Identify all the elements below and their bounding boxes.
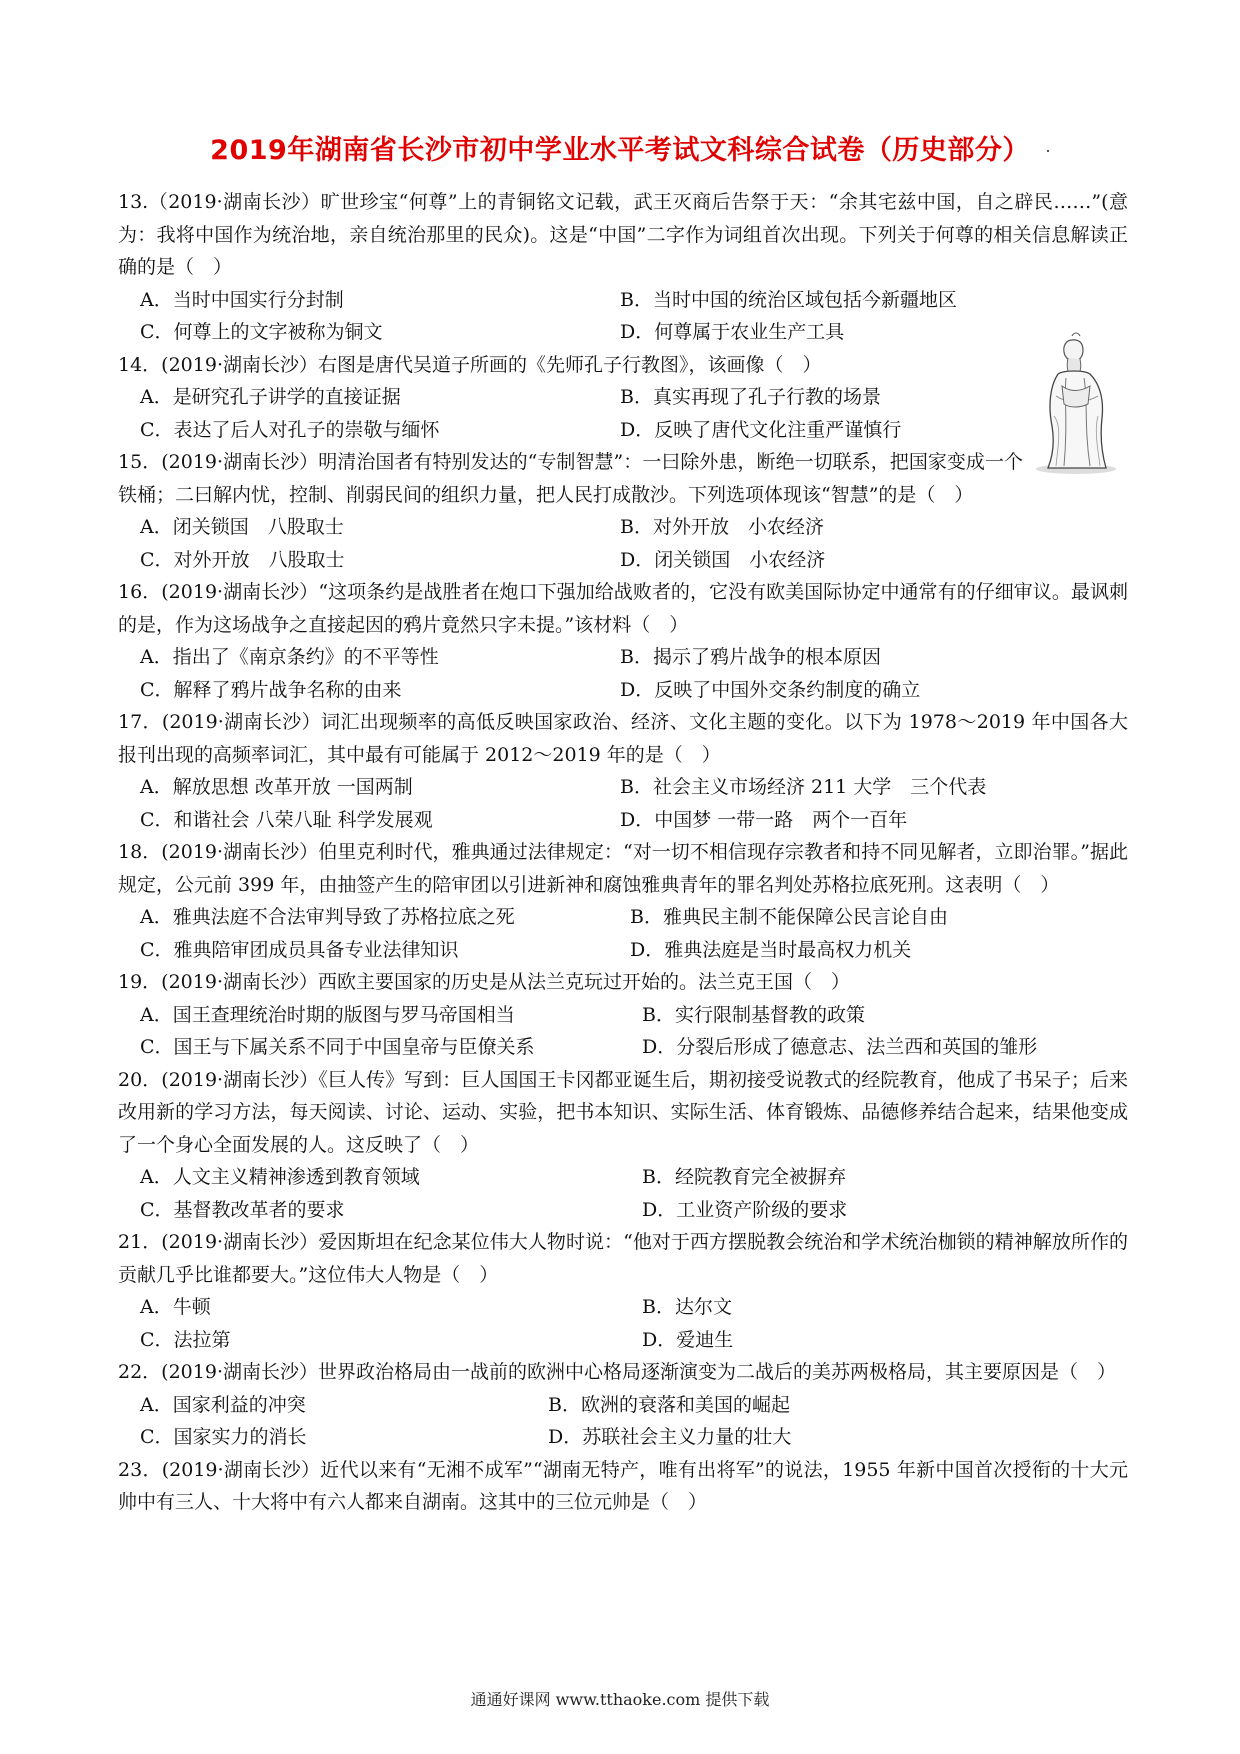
option-a[interactable]: A．国王查理统治时期的版图与罗马帝国相当 — [140, 1003, 515, 1026]
question-17-stem: 17．(2019·湖南长沙）词汇出现频率的高低反映国家政治、经济、文化主题的变化。以下为 1978～2019 年中国各大报刊出现的高频率词汇，其中最有可能属于 2012～2019 年的是（ ） — [118, 711, 1128, 766]
option-a[interactable]: A．当时中国实行分封制 — [140, 288, 344, 311]
option-c[interactable]: C．国家实力的消长 — [140, 1426, 307, 1448]
options-row — [118, 1291, 1128, 1324]
options-row — [118, 934, 1128, 967]
options-row — [118, 641, 1128, 674]
option-d[interactable]: D．爱迪生 — [642, 1328, 734, 1351]
option-b[interactable]: B．对外开放 小农经济 — [620, 516, 824, 538]
option-a[interactable]: A．雅典法庭不合法审判导致了苏格拉底之死 — [140, 906, 515, 928]
options-row — [118, 804, 1128, 837]
question-20-stem: 20．(2019·湖南长沙）《巨人传》写到：巨人国国王卡冈都亚诞生后，期初接受说教式的经院教育，他成了书呆子；后来改用新的学习方法，每天阅读、讨论、运动、实验，把书本知识、实际生活、体育锻炼、品德修养结合起来，结果他变成了一个身心全面发展的人。这反映了（ ） — [118, 1068, 1128, 1156]
options-row — [118, 1389, 1128, 1422]
option-a[interactable]: A．国家利益的冲突 — [140, 1393, 306, 1416]
question-18-stem: 18．(2019·湖南长沙）伯里克利时代，雅典通过法律规定：“对一切不相信现存宗教者和持不同见解者，立即治罪。”据此规定，公元前 399 年，由抽签产生的陪审团以引进新神和腐蚀雅典青年的罪名判处苏格拉底死刑。这表明（ ） — [118, 841, 1128, 896]
options-row — [118, 316, 1128, 349]
option-d[interactable]: D．雅典法庭是当时最高权力机关 — [630, 938, 912, 961]
option-c[interactable]: C．国王与下属关系不同于中国皇帝与臣僚关系 — [140, 1036, 535, 1058]
option-b[interactable]: B．揭示了鸦片战争的根本原因 — [620, 646, 881, 668]
option-c[interactable]: C．表达了后人对孔子的崇敬与缅怀 — [140, 418, 440, 441]
options-row — [118, 674, 1128, 707]
question-19-stem: 19．(2019·湖南长沙）西欧主要国家的历史是从法兰克玩过开始的。法兰克王国（ ） — [118, 971, 850, 993]
options-row — [118, 381, 1128, 414]
options-row — [118, 1031, 1128, 1064]
option-a[interactable]: A．牛顿 — [140, 1296, 211, 1318]
question-13-stem: 13.（2019·湖南长沙）旷世珍宝“何尊”上的青铜铭文记载，武王灭商后告祭于天：“余其宅兹中国，自之辟民……”(意为：我将中国作为统治地，亲自统治那里的民众)。这是“中国”二字作为词组首次出现。下列关于何尊的相关信息解读正确的是（ ） — [118, 191, 1128, 278]
options-row — [118, 1421, 1128, 1454]
options-row — [118, 414, 1128, 447]
option-b[interactable]: B．真实再现了孔子行教的场景 — [620, 386, 881, 408]
option-b[interactable]: B．雅典民主制不能保障公民言论自由 — [630, 906, 948, 928]
question-22-stem: 22．(2019·湖南长沙）世界政治格局由一战前的欧洲中心格局逐渐演变为二战后的美苏两极格局，其主要原因是（ ） — [118, 1361, 1116, 1383]
option-c[interactable]: C．法拉第 — [140, 1328, 231, 1351]
option-a[interactable]: A．解放思想 改革开放 一国两制 — [140, 776, 413, 798]
question-list — [118, 186, 1128, 1519]
question-21-stem: 21．(2019·湖南长沙）爱因斯坦在纪念某位伟大人物时说：“他对于西方摆脱教会统治和学术统治枷锁的精神解放所作的贡献几乎比谁都要大。”这位伟大人物是（ ） — [118, 1231, 1128, 1286]
option-b[interactable]: B．达尔文 — [642, 1296, 732, 1318]
option-d[interactable]: D．中国梦 一带一路 两个一百年 — [620, 808, 908, 831]
option-d[interactable]: D．闭关锁国 小农经济 — [620, 548, 826, 571]
question-15-stem: 15．(2019·湖南长沙）明清治国者有特别发达的“专制智慧”：一曰除外患，断绝一切联系，把国家变成一个铁桶；二曰解内忧，控制、削弱民间的组织力量，把人民打成散沙。下列选项体现该“智慧”的是（ ） — [118, 451, 1023, 506]
option-a[interactable]: A．是研究孔子讲学的直接证据 — [140, 386, 401, 408]
stray-dot — [1047, 150, 1049, 152]
options-row — [118, 1194, 1128, 1227]
page-title: 2019年湖南省长沙市初中学业水平考试文科综合试卷（历史部分） — [210, 135, 1030, 166]
option-a[interactable]: A．人文主义精神渗透到教育领域 — [140, 1166, 420, 1188]
options-row — [118, 1161, 1128, 1194]
options-row — [118, 544, 1128, 577]
option-c[interactable]: C．何尊上的文字被称为铜文 — [140, 321, 383, 343]
option-d[interactable]: D．反映了中国外交条约制度的确立 — [620, 678, 921, 701]
option-a[interactable]: A．指出了《南京条约》的不平等性 — [140, 646, 439, 668]
question-23-stem: 23．(2019·湖南长沙）近代以来有“无湘不成军”“湖南无特产，唯有出将军”的说法，1955 年新中国首次授衔的十大元帅中有三人、十大将中有六人都来自湖南。这其中的三位元帅是（ ） — [118, 1458, 1128, 1513]
option-a[interactable]: A．闭关锁国 八股取士 — [140, 516, 344, 538]
options-row — [118, 511, 1128, 544]
option-d[interactable]: D．反映了唐代文化注重严谨慎行 — [620, 418, 902, 441]
option-b[interactable]: B．当时中国的统治区域包括今新疆地区 — [620, 288, 957, 311]
options-row — [118, 901, 1128, 934]
option-d[interactable]: D．何尊属于农业生产工具 — [620, 321, 845, 343]
option-b[interactable]: B．实行限制基督教的政策 — [642, 1003, 865, 1026]
option-d[interactable]: D．苏联社会主义力量的壮大 — [548, 1426, 792, 1448]
option-b[interactable]: B．社会主义市场经济 211 大学 三个代表 — [620, 776, 987, 798]
options-row — [118, 999, 1128, 1032]
question-14-stem: 14．(2019·湖南长沙）右图是唐代吴道子所画的《先师孔子行教图》，该画像（ ） — [118, 353, 822, 376]
options-row — [118, 1324, 1128, 1357]
option-b[interactable]: B．经院教育完全被摒弃 — [642, 1166, 846, 1188]
option-c[interactable]: C．对外开放 八股取士 — [140, 548, 345, 571]
option-c[interactable]: C．和谐社会 八荣八耻 科学发展观 — [140, 808, 433, 831]
option-c[interactable]: C．基督教改革者的要求 — [140, 1198, 345, 1221]
option-d[interactable]: D．工业资产阶级的要求 — [642, 1198, 848, 1221]
option-c[interactable]: C．解释了鸦片战争名称的由来 — [140, 678, 402, 701]
question-16-stem: 16．(2019·湖南长沙）“这项条约是战胜者在炮口下强加给战败者的，它没有欧美国际协定中通常有的仔细审议。最讽刺的是，作为这场战争之直接起因的鸦片竟然只字未提。”该材料（ ） — [118, 581, 1128, 636]
option-d[interactable]: D．分裂后形成了德意志、法兰西和英国的雏形 — [642, 1036, 1038, 1058]
options-row — [118, 284, 1128, 317]
page-footer: 通通好课网 www.tthaoke.com 提供下载 — [470, 1690, 770, 1709]
options-row — [118, 771, 1128, 804]
option-b[interactable]: B．欧洲的衰落和美国的崛起 — [548, 1393, 790, 1416]
option-c[interactable]: C．雅典陪审团成员具备专业法律知识 — [140, 938, 459, 961]
